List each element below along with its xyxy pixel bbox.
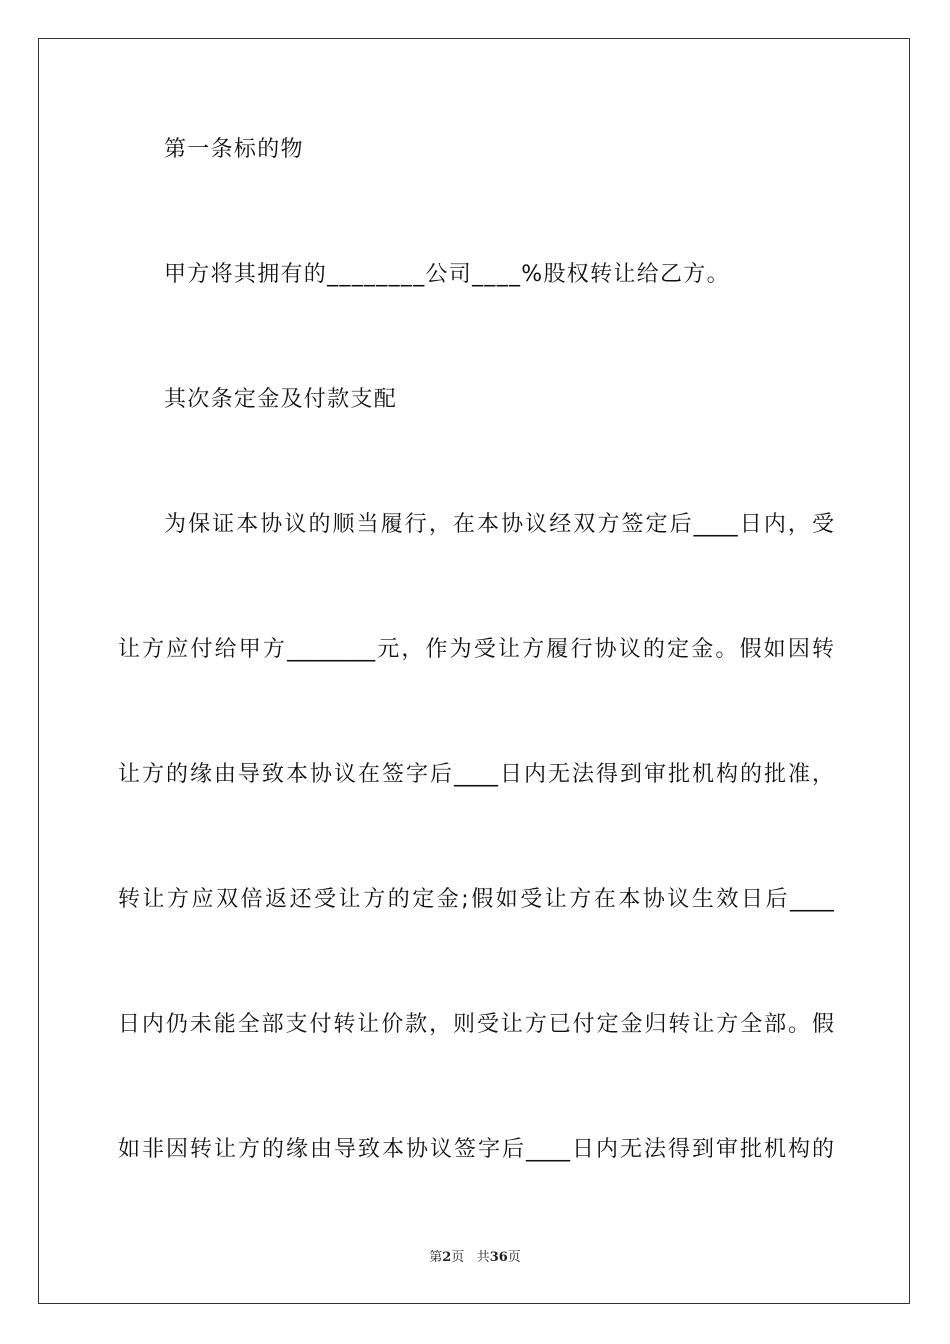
total-prefix: 共: [476, 1250, 490, 1265]
total-pages: 36: [489, 1250, 508, 1265]
page-number: 2: [442, 1250, 452, 1265]
page-frame: [38, 38, 910, 1304]
paragraph-line: 让方应付给甲方________元，作为受让方履行协议的定金。假如因转: [118, 637, 834, 662]
paragraph-line: 甲方将其拥有的________公司____%股权转让给乙方。: [164, 262, 730, 287]
heading-article-1: 第一条标的物: [164, 137, 304, 162]
paragraph-line: 日内仍未能全部支付转让价款，则受让方已付定金归转让方全部。假: [118, 1012, 834, 1037]
paragraph-line: 转让方应双倍返还受让方的定金;假如受让方在本协议生效日后____: [118, 887, 834, 912]
page-footer: [0, 1249, 950, 1267]
page-prefix: 第: [429, 1250, 443, 1265]
total-suffix: 页: [507, 1250, 521, 1265]
paragraph-line: 为保证本协议的顺当履行，在本协议经双方签定后____日内，受: [164, 512, 834, 537]
paragraph-line: 如非因转让方的缘由导致本协议签字后____日内无法得到审批机构的: [118, 1137, 834, 1162]
heading-article-2: 其次条定金及付款支配: [164, 387, 398, 412]
page-suffix: 页: [451, 1250, 465, 1265]
paragraph-line: 让方的缘由导致本协议在签字后____日内无法得到审批机构的批准，: [118, 762, 834, 787]
